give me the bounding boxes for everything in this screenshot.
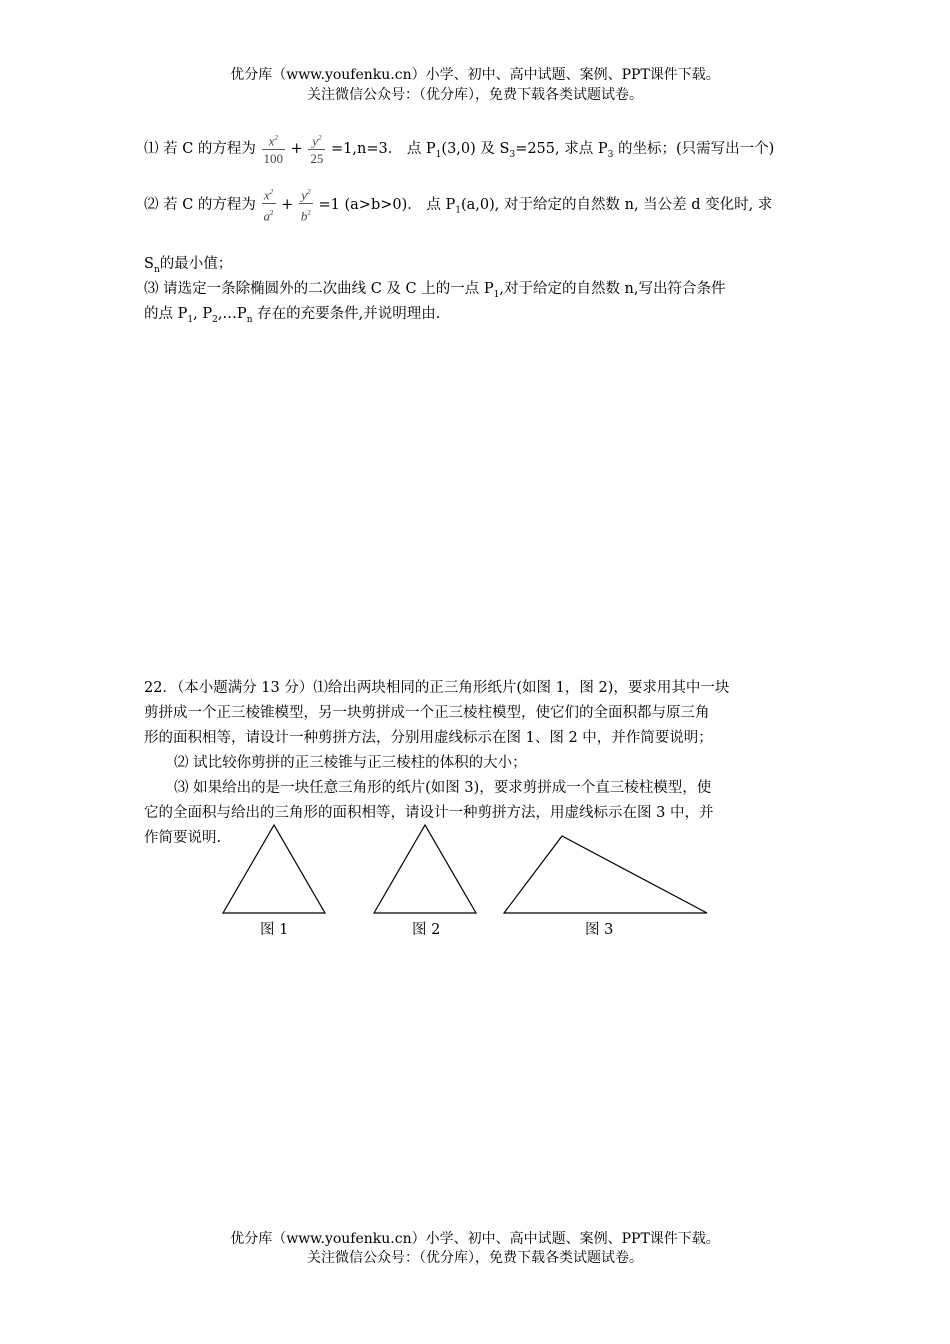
footer-line-1: 优分库（www.youfenku.cn）小学、初中、高中试题、案例、PPT课件下载。 — [230, 1231, 720, 1247]
triangle-fig3 — [504, 836, 707, 913]
fig3-caption: 图 3 — [585, 922, 614, 938]
q22-line7: 作简要说明. — [144, 830, 222, 846]
header-line-2: 关注微信公众号：（优分库），免费下载各类试题试卷。 — [307, 87, 643, 103]
q21-part1: ⑴ 若 C 的方程为 $\frac{x^2}{100}$ + $\frac{y^2}{25}$ =1,n=3． 点 $P_1(3,0)$ 及 $S_3=255$, 求点 $P_3$ 的坐标；(只需写出一个) — [144, 130, 774, 168]
q22-line5: ⑶ 如果给出的是一块任意三角形的纸片(如图 3)，要求剪拼成一个直三棱柱模型，使 — [174, 780, 712, 796]
header-line-1: 优分库（www.youfenku.cn）小学、初中、高中试题、案例、PPT课件下载。 — [230, 67, 720, 83]
fraction-y2-over-25: $\frac{y^2}{25}$ — [308, 130, 325, 168]
q21-part3-line2: 的点 $P_1$, $P_2,\dots P_n$ 存在的充要条件,并说明理由. — [144, 306, 441, 325]
q21-p2-lead: ⑵ 若 C 的方程为 — [144, 196, 256, 213]
q21-p1-lead: ⑴ 若 C 的方程为 — [144, 141, 256, 158]
q21-part3-line1: ⑶ 请选定一条除椭圆外的二次曲线 C 及 C 上的一点 $P_1$,对于给定的自然数 n,写出符合条件 — [144, 281, 726, 300]
fraction-x2-over-100: $\frac{x^2}{100}$ — [262, 130, 286, 168]
fraction-y2-over-b2: $\frac{y^2}{b^2}$ — [299, 184, 313, 226]
triangle-fig2 — [374, 825, 476, 913]
triangle-fig1 — [223, 825, 325, 913]
footer-line-2: 关注微信公众号：（优分库），免费下载各类试题试卷。 — [307, 1250, 643, 1266]
fraction-x2-over-a2: $\frac{x^2}{a^2}$ — [262, 184, 276, 226]
q22-line4: ⑵ 试比较你剪拼的正三棱锥与正三棱柱的体积的大小； — [174, 755, 527, 771]
q22-line3: 形的面积相等，请设计一种剪拼方法，分别用虚线标示在图 1、图 2 中，并作简要说明； — [144, 730, 713, 746]
q22-line1: 22．（本小题满分 13 分）⑴给出两块相同的正三角形纸片(如图 1，图 2)，要求用其中一块 — [144, 680, 730, 696]
q22-line2: 剪拼成一个正三棱锥模型，另一块剪拼成一个正三棱柱模型，使它们的全面积都与原三角 — [144, 705, 710, 721]
fig2-caption: 图 2 — [412, 922, 441, 938]
fig1-caption: 图 1 — [260, 922, 289, 938]
q22-line6: 它的全面积与给出的三角形的面积相等，请设计一种剪拼方法，用虚线标示在图 3 中，并 — [144, 805, 714, 821]
q21-part2: ⑵ 若 C 的方程为 $\frac{x^2}{a^2}$ + $\frac{y^2}{b^2}$ =1 (a>b>0)． 点 $P_1(a,0)$, 对于给定的自然数 n, 当公差 d 变化时, 求 — [144, 184, 772, 226]
q21-part2-continuation: $S_n$的最小值； — [144, 256, 233, 275]
